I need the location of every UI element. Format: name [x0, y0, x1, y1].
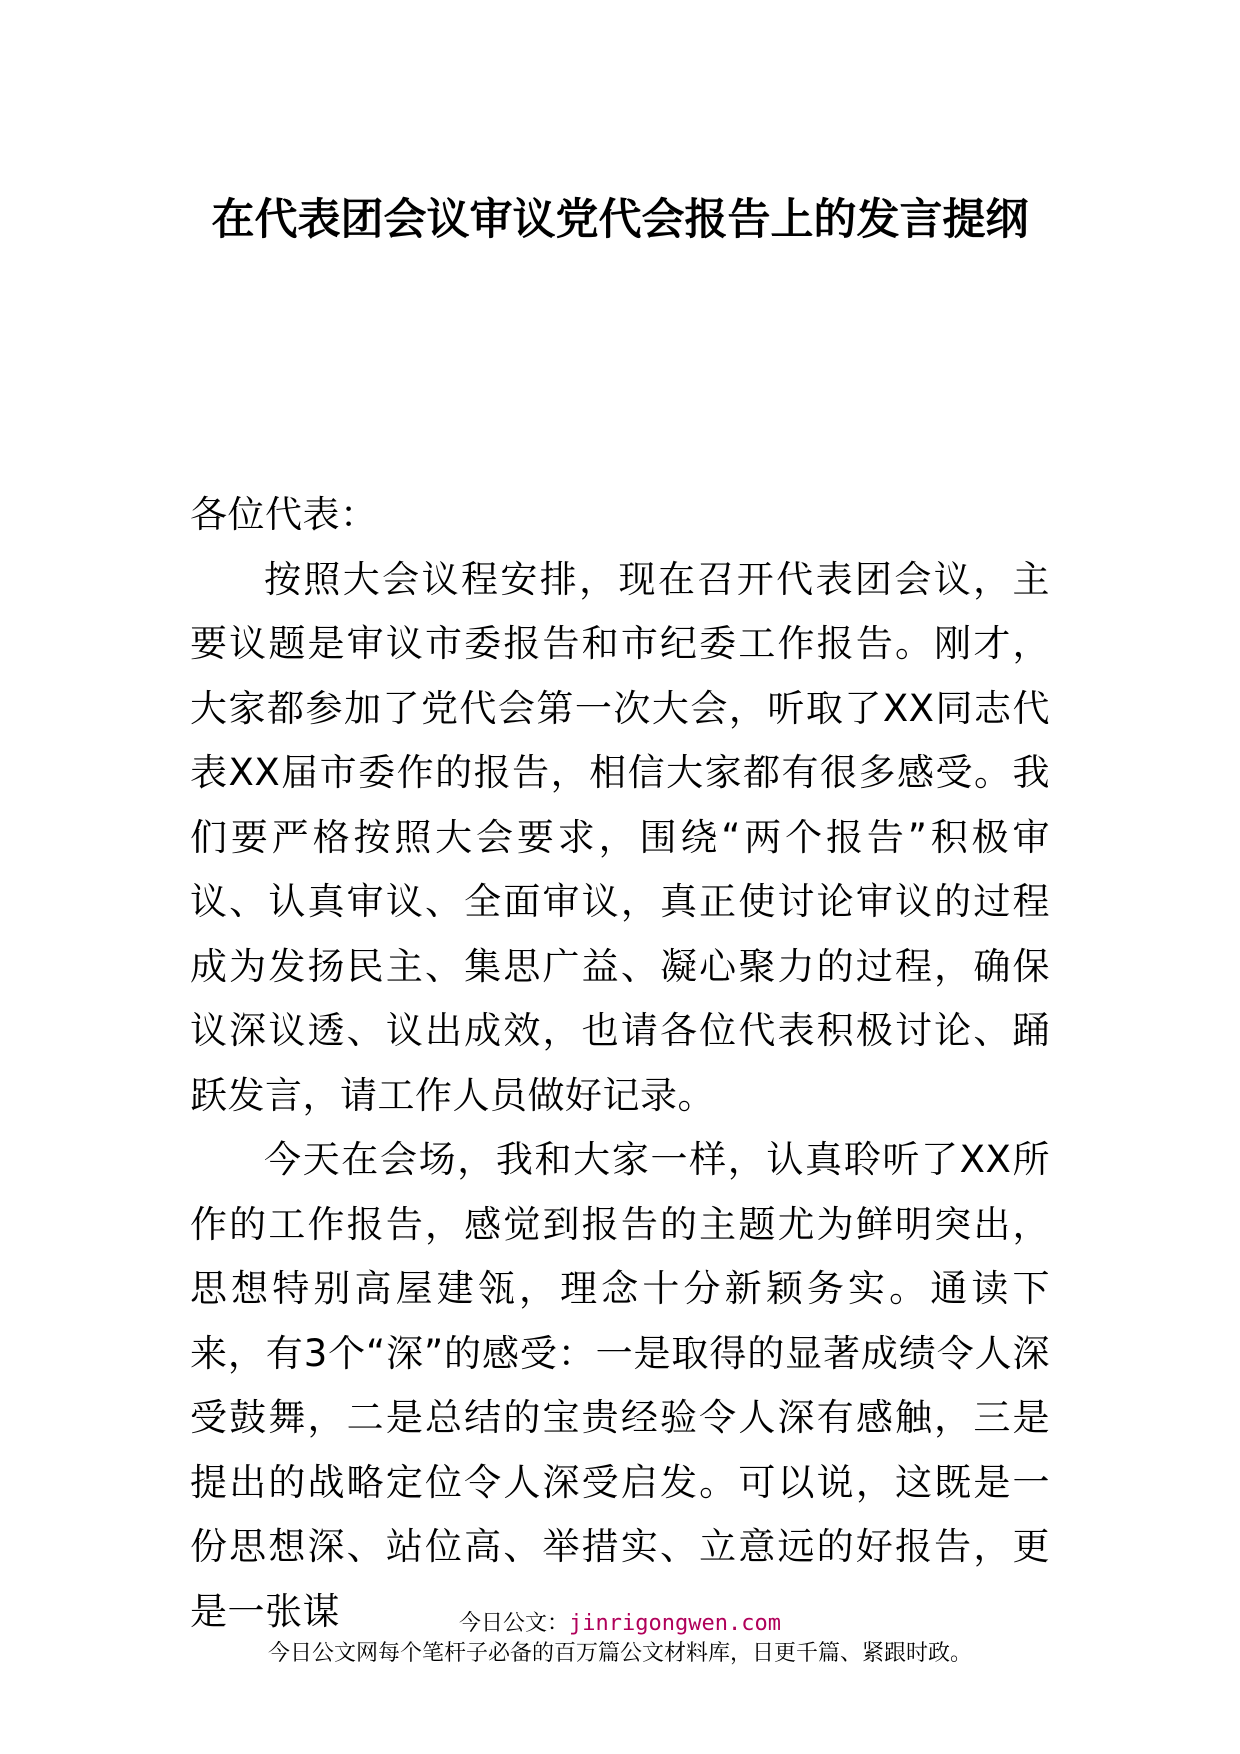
salutation: 各位代表：	[190, 493, 378, 536]
footer-label: 今日公文：	[459, 1611, 570, 1636]
footer-url-link[interactable]: jinrigongwen.com	[569, 1611, 781, 1636]
paragraph-1: 按照大会议程安排，现在召开代表团会议，主要议题是审议市委报告和市纪委工作报告。刚才，大家都参加了党代会第一次大会，听取了XX同志代表XX届市委作的报告，相信大家都有很多感受。我们要严格按照大会要求，围绕“两个报告”积极审议、认真审议、全面审议，真正使讨论审议的过程成为发扬民主、集思广益、凝心聚力的过程，确保议深议透、议出成效，也请各位代表积极讨论、踊跃发言，请工作人员做好记录。	[190, 557, 1050, 1117]
document-title: 在代表团会议审议党代会报告上的发言提纲	[211, 195, 1029, 245]
footer-slogan: 今日公文网每个笔杆子必备的百万篇公文材料库，日更千篇、紧跟时政。	[267, 1641, 972, 1666]
footer-source	[0, 1610, 1240, 1638]
paragraph-2: 今天在会场，我和大家一样，认真聆听了XX所作的工作报告，感觉到报告的主题尤为鲜明突出，思想特别高屋建瓴，理念十分新颖务实。通读下来，有3个“深”的感受：一是取得的显著成绩令人深受鼓舞，二是总结的宝贵经验令人深有感触，三是提出的战略定位令人深受启发。可以说，这既是一份思想深、站位高、举措实、立意远的好报告，更是一张谋	[190, 1138, 1050, 1633]
document-body	[190, 483, 1050, 1644]
